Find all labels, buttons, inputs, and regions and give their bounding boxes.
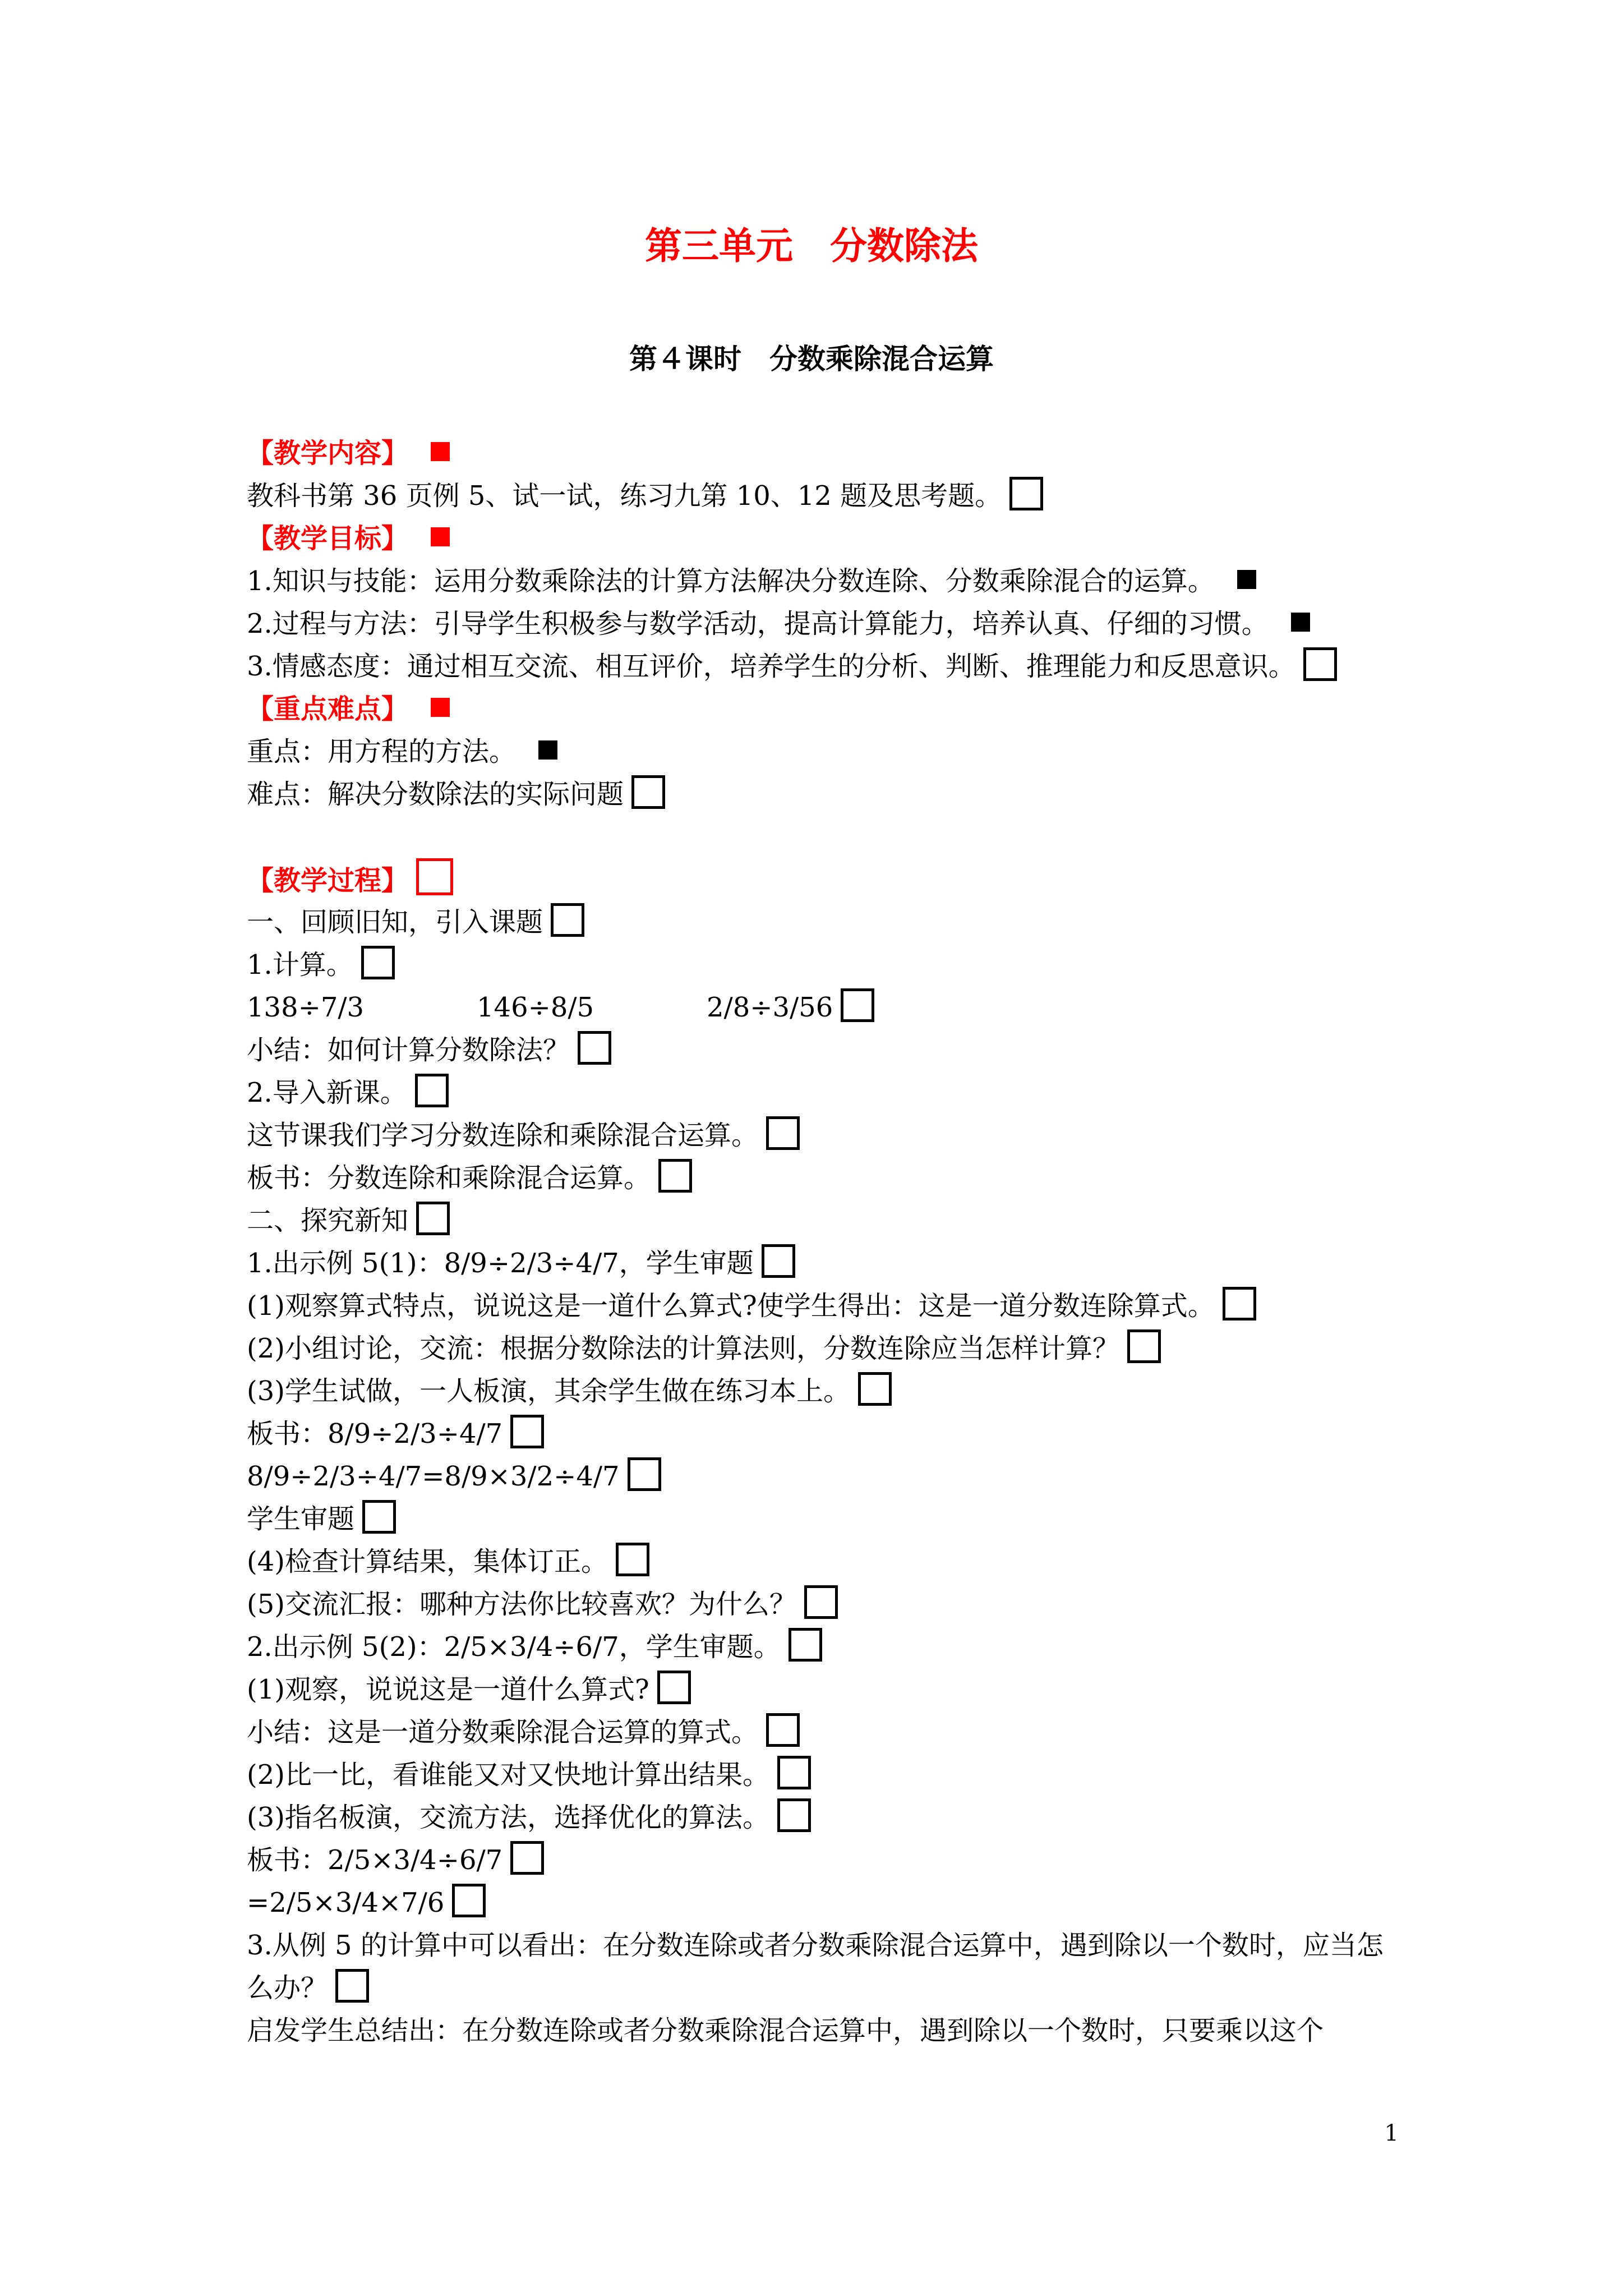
key-heading-line <box>247 688 1402 730</box>
checkbox <box>789 1628 822 1662</box>
step-line <box>247 1839 1402 1881</box>
step-explore: 二、探究新知 <box>247 1205 409 1236</box>
step-line <box>247 1370 1402 1412</box>
checkbox <box>361 946 395 979</box>
review: 学生审题 <box>247 1503 355 1535</box>
checkbox <box>658 1159 692 1193</box>
board-2: 板书：8/9÷2/3÷4/7 <box>247 1418 503 1450</box>
process-heading-line <box>247 858 1402 901</box>
step-line <box>247 2009 1402 2052</box>
content-text-line <box>247 475 1402 517</box>
step-line <box>247 1498 1402 1540</box>
checkbox <box>510 1841 544 1875</box>
content-heading: 【教学内容】 <box>247 438 409 469</box>
lesson-subtitle: 第４课时 分数乘除混合运算 <box>629 342 994 375</box>
goals-heading: 【教学目标】 <box>247 523 409 554</box>
calc-label: 1.计算。 <box>247 949 353 981</box>
black-square-marker <box>1237 570 1256 589</box>
key-point-line <box>247 730 1402 773</box>
difficulty: 难点：解决分数除法的实际问题 <box>247 779 624 810</box>
red-square-marker <box>431 527 450 546</box>
checkbox <box>766 1713 800 1747</box>
checkbox <box>1009 477 1043 510</box>
checkbox <box>452 1884 486 1917</box>
process-heading: 【教学过程】 <box>247 865 409 896</box>
calc-item: 138÷7/3 <box>247 992 365 1023</box>
checkbox <box>1303 647 1337 681</box>
board-2b: 8/9÷2/3÷4/7=8/9×3/2÷4/7 <box>247 1461 620 1492</box>
step-line <box>247 1285 1402 1327</box>
content-heading-line <box>247 432 1402 475</box>
step-line <box>247 1881 1402 1924</box>
example-1c: (3)学生试做，一人板演，其余学生做在练习本上。 <box>247 1375 850 1407</box>
step-line <box>247 901 1402 944</box>
step-line <box>247 944 1402 986</box>
key-point: 重点：用方程的方法。 <box>247 736 517 767</box>
page-number: 1 <box>1384 2120 1399 2146</box>
step-line <box>247 1711 1402 1754</box>
checkbox <box>777 1756 811 1789</box>
checkbox <box>616 1543 649 1576</box>
red-square-marker <box>431 442 450 461</box>
step-line <box>247 1796 1402 1839</box>
checkbox <box>777 1798 811 1832</box>
checkbox <box>551 903 584 937</box>
summary-2: 小结：这是一道分数乘除混合运算的算式。 <box>247 1717 759 1748</box>
example-3-conclusion: 启发学生总结出：在分数连除或者分数乘除混合运算中，遇到除以一个数时，只要乘以这个 <box>247 2015 1324 2046</box>
calc-item: 2/8÷3/56 <box>707 992 833 1023</box>
step-line <box>247 1071 1402 1114</box>
board-3: 板书：2/5×3/4÷6/7 <box>247 1844 503 1876</box>
goal-2: 2.过程与方法：引导学生积极参与数学活动，提高计算能力，培养认真、仔细的习惯。 <box>247 608 1269 639</box>
step-line <box>247 1455 1402 1498</box>
example-1a: (1)观察算式特点，说说这是一道什么算式?使学生得出：这是一道分数连除算式。 <box>247 1290 1215 1322</box>
example-2a: (1)观察，说说这是一道什么算式? <box>247 1674 649 1705</box>
difficulty-line <box>247 773 1402 816</box>
unit-title: 第三单元 分数除法 <box>645 224 978 268</box>
step-line <box>247 1924 1402 2009</box>
black-square-marker <box>538 740 557 760</box>
checkbox <box>510 1415 544 1448</box>
checkbox <box>362 1500 396 1534</box>
step-line <box>247 1626 1402 1668</box>
board-3b: =2/5×3/4×7/6 <box>247 1887 445 1918</box>
checkbox <box>804 1585 838 1619</box>
intro-new: 2.导入新课。 <box>247 1077 407 1108</box>
checkbox <box>628 1457 661 1491</box>
goal-3: 3.情感态度：通过相互交流、相互评价，培养学生的分析、判断、推理能力和反思意识。 <box>247 651 1295 682</box>
intro-text: 这节课我们学习分数连除和乘除混合运算。 <box>247 1120 759 1151</box>
goals-heading-line <box>247 517 1402 560</box>
step-line <box>247 1327 1402 1370</box>
checkbox <box>766 1116 800 1150</box>
checkbox <box>416 1202 450 1235</box>
example-2b: (2)比一比，看谁能又对又快地计算出结果。 <box>247 1759 769 1791</box>
step-line <box>247 1754 1402 1796</box>
checkbox <box>1127 1329 1161 1363</box>
checkbox <box>415 1074 449 1107</box>
checkbox <box>841 988 874 1022</box>
example-1b: (2)小组讨论，交流：根据分数除法的计算法则，分数连除应当怎样计算？ <box>247 1333 1119 1364</box>
example-3: 3.从例 5 的计算中可以看出：在分数连除或者分数乘除混合运算中，遇到除以一个数时，应当怎么办？ <box>247 1930 1384 2004</box>
goal-1: 1.知识与技能：运用分数乘除法的计算方法解决分数连除、分数乘除混合的运算。 <box>247 565 1215 597</box>
black-square-marker <box>1291 613 1310 632</box>
step-line <box>247 1199 1402 1242</box>
content-text: 教科书第 36 页例 5、试一试，练习九第 10、12 题及思考题。 <box>247 480 1002 512</box>
step-line <box>247 1242 1402 1285</box>
checkbox <box>335 1969 369 2003</box>
example-1d: (4)检查计算结果，集体订正。 <box>247 1546 608 1577</box>
checkbox <box>631 775 665 809</box>
checkbox <box>1223 1287 1256 1320</box>
calc-row <box>247 986 1402 1029</box>
checkbox <box>657 1671 691 1704</box>
step-line <box>247 1583 1402 1626</box>
goal-line <box>247 602 1402 645</box>
example-2c: (3)指名板演，交流方法，选择优化的算法。 <box>247 1802 769 1833</box>
step-review: 一、回顾旧知，引入课题 <box>247 907 543 938</box>
step-line <box>247 1540 1402 1583</box>
checkbox <box>762 1244 795 1278</box>
summary-1: 小结：如何计算分数除法？ <box>247 1034 570 1066</box>
step-line <box>247 1412 1402 1455</box>
example-1e: (5)交流汇报：哪种方法你比较喜欢？为什么？ <box>247 1589 796 1620</box>
example-1: 1.出示例 5(1)：8/9÷2/3÷4/7，学生审题 <box>247 1248 754 1279</box>
lesson-content <box>247 432 1402 2052</box>
red-checkbox <box>416 858 453 895</box>
step-line <box>247 1114 1402 1157</box>
goal-line <box>247 645 1402 688</box>
red-square-marker <box>431 698 450 717</box>
checkbox <box>578 1031 611 1065</box>
key-heading: 【重点难点】 <box>247 693 409 725</box>
step-line <box>247 1668 1402 1711</box>
checkbox <box>858 1372 892 1406</box>
spacer <box>247 816 1402 858</box>
step-line <box>247 1029 1402 1071</box>
goal-line <box>247 560 1402 602</box>
board-1: 板书：分数连除和乘除混合运算。 <box>247 1162 651 1194</box>
step-line <box>247 1157 1402 1199</box>
calc-item: 146÷8/5 <box>477 992 594 1023</box>
example-2: 2.出示例 5(2)：2/5×3/4÷6/7，学生审题。 <box>247 1631 781 1663</box>
